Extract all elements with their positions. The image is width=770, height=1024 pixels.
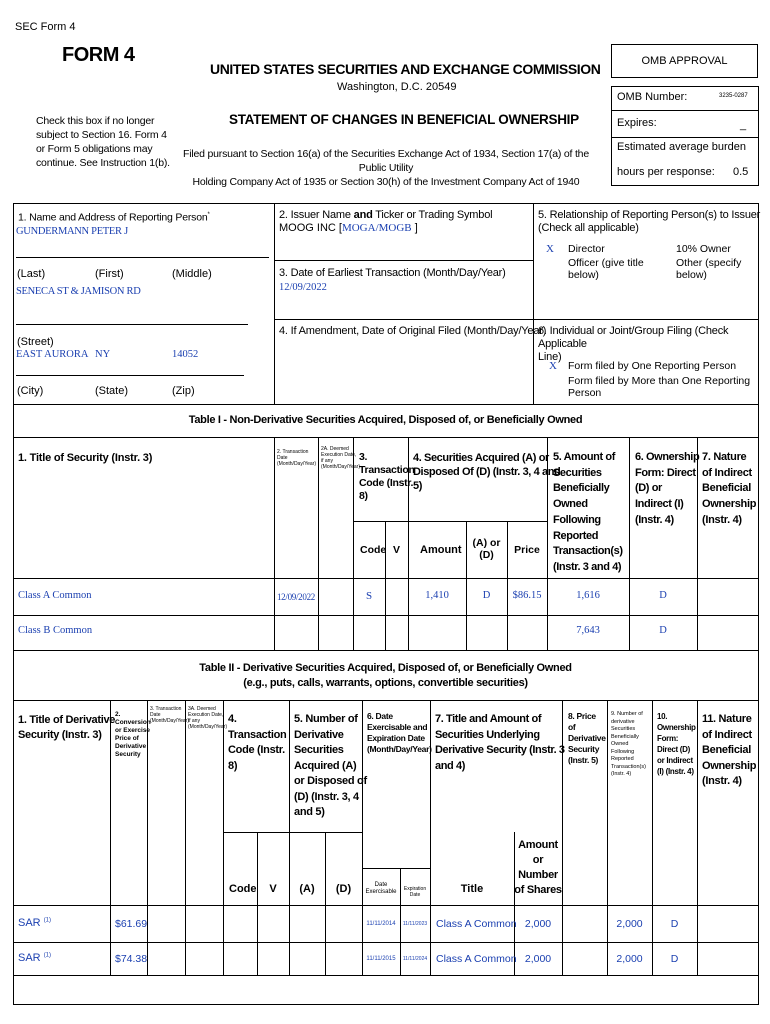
t2-row2-owned: 2,000 (616, 953, 643, 965)
t2-sub-amount: Amount or Number of Shares (514, 839, 562, 896)
issuer-label: 2. Issuer Name and Ticker or Trading Symbol (279, 209, 493, 221)
t2-row2-und-title: Class A Common (436, 953, 517, 965)
t2-h10: 10. Ownership Form: Direct (D) or Indirect (I) (Instr. 4) (657, 712, 696, 776)
omb-hours-label: hours per response: (617, 166, 715, 178)
state-label: (State) (95, 385, 129, 397)
t2-row1-form: D (670, 918, 679, 930)
t1-sub-v: V (393, 544, 401, 556)
t1-h2a: 2A. Deemed Execution Date, if any (Month/Day/Year) (321, 446, 360, 470)
statement-title: STATEMENT OF CHANGES IN BENEFICIAL OWNERSHIP (229, 112, 579, 127)
reporting-person-label: 1. Name and Address of Reporting Person* (18, 211, 210, 224)
t1-h6: 6. Ownership Form: Direct (D) or Indirect (I) (Instr. 4) (635, 451, 700, 526)
zip-value[interactable]: 14052 (172, 349, 199, 360)
t1-row1-aord: D (482, 590, 491, 601)
omb-hours-value: 0.5 (733, 166, 749, 178)
reporting-person-name[interactable]: GUNDERMANN PETER J (16, 226, 128, 237)
t2-row2-form: D (670, 953, 679, 965)
omb-number-value: 3235-0287 (719, 93, 748, 99)
last-label: (Last) (17, 268, 46, 280)
t1-row1-date: 12/09/2022 (276, 592, 315, 602)
ticker-link[interactable]: MOGA/MOGB (341, 222, 412, 234)
t1-row2-title[interactable]: Class B Common (18, 625, 93, 636)
director-checkbox[interactable]: X (546, 243, 554, 255)
form-title: FORM 4 (62, 44, 135, 66)
t1-row1-form: D (659, 590, 667, 601)
t2-h6: 6. Date Exercisable and Expiration Date (Month/Day/Year) (367, 711, 432, 754)
t1-sub-price: Price (514, 544, 540, 556)
omb-expires-label: Expires: (617, 117, 657, 129)
t2-h8: 8. Price of Derivative Security (Instr. 5) (568, 711, 606, 765)
t2-row1-exercisable: 11/11/2014 (366, 921, 396, 927)
one-person-label: Form filed by One Reporting Person (568, 360, 737, 372)
street-label: (Street) (17, 336, 54, 348)
omb-approval-title: OMB APPROVAL (641, 55, 728, 67)
t2-row1-price: $61.69 (115, 918, 148, 930)
t2-row1-title[interactable]: SAR $^{(1)}$ (18, 917, 52, 929)
t1-row1-amount: 1,410 (425, 590, 449, 601)
filed-pursuant-text: Filed pursuant to Section 16(a) of the Securities Exchange Act of 1934, Section 17(a) of the Public Utility Holding Company Act of 1935 or Section 30(h) of the Investment Company Act of 1940 (183, 148, 589, 188)
director-label: Director (568, 243, 605, 255)
agency-location: Washington, D.C. 20549 (337, 81, 457, 93)
state-value[interactable]: NY (95, 349, 111, 360)
relationship-label: 5. Relationship of Reporting Person(s) to Issuer (Check all applicable) (538, 209, 761, 234)
t2-row1-und-amount: 2,000 (524, 918, 552, 930)
amendment-label: 4. If Amendment, Date of Original Filed (Month/Day/Year) (279, 325, 547, 337)
t2-h1: 1. Title of Derivative Security (Instr. 3) (18, 714, 116, 741)
t2-row2-title[interactable]: SAR $^{(1)}$ (18, 952, 52, 964)
section16-check-text: Check this box if no longer subject to Section 16. Form 4 or Form 5 obligations may continue. See Instruction 1(b). (36, 115, 170, 169)
t2-h5: 5. Number of Derivative Securities Acquired (A) or Disposed of (D) (Instr. 3, 4 and 5) (294, 713, 367, 818)
table1-title: Table I - Non-Derivative Securities Acquired, Disposed of, or Beneficially Owned (188, 414, 583, 426)
t1-row2-form: D (659, 625, 667, 636)
t2-sub-a: (A) (299, 883, 315, 895)
t2-row1-und-title: Class A Common (436, 918, 517, 930)
t1-h2: 2. Transaction Date (Month/Day/Year) (277, 449, 316, 467)
sec-form-label: SEC Form 4 (15, 21, 76, 33)
omb-number-label: OMB Number: (617, 91, 688, 103)
t2-row2-price: $74.38 (115, 953, 148, 965)
omb-burden-label: Estimated average burden (617, 141, 747, 153)
issuer-value: MOOG INC [MOGA/MOGB ] (279, 222, 418, 234)
table2-title: Table II - Derivative Securities Acquired, Disposed of, or Beneficially Owned (e.g., puts, calls, warrants, options, convertible securities) (199, 662, 572, 689)
agency-name: UNITED STATES SECURITIES AND EXCHANGE COMMISSION (210, 61, 601, 77)
t1-sub-amount: Amount (420, 544, 462, 556)
t1-row1-owned: 1,616 (576, 590, 600, 601)
earliest-transaction-label: 3. Date of Earliest Transaction (Month/Day/Year) (279, 267, 506, 279)
filing-type-label: 6. Individual or Joint/Group Filing (Check Applicable Line) (538, 325, 729, 363)
t2-row2-expiration: 11/11/2024 (402, 956, 428, 962)
t2-sub-code: Code (229, 883, 257, 895)
t1-sub-code: Code (360, 544, 387, 556)
t1-h7: 7. Nature of Indirect Beneficial Ownership (Instr. 4) (702, 451, 757, 526)
earliest-transaction-date[interactable]: 12/09/2022 (279, 282, 327, 293)
middle-label: (Middle) (172, 268, 212, 280)
t2-sub-exercisable: Date Exercisable (365, 882, 397, 895)
t2-h3: 3. Transaction Date (Month/Day/Year) (150, 706, 189, 724)
t2-sub-title: Title (460, 883, 484, 895)
street-value[interactable]: SENECA ST & JAMISON RD (16, 286, 141, 297)
t1-h3: 3. Transaction Code (Instr. 8) (359, 451, 415, 502)
t2-sub-expiration: Expiration Date (403, 886, 427, 898)
other-label: Other (specify below) (676, 257, 742, 281)
t2-h2: 2. Conversion or Exercise Price of Derivative Security (115, 711, 151, 758)
t2-row1-owned: 2,000 (616, 918, 643, 930)
t1-h1: 1. Title of Security (Instr. 3) (18, 452, 153, 464)
officer-label: Officer (give title below) (568, 257, 644, 281)
one-person-checkbox[interactable]: X (549, 360, 557, 372)
first-label: (First) (95, 268, 124, 280)
t2-h11: 11. Nature of Indirect Beneficial Ownership (Instr. 4) (702, 713, 757, 787)
city-label: (City) (17, 385, 44, 397)
ten-percent-owner-label: 10% Owner (676, 243, 731, 255)
zip-label: (Zip) (172, 385, 195, 397)
t2-h4: 4. Transaction Code (Instr. 8) (228, 713, 287, 772)
t1-row1-title[interactable]: Class A Common (18, 590, 92, 601)
t2-h9: 9. Number of derivative Securities Beneficially Owned Following Reported Transaction(s) (Instr. 4) (611, 711, 646, 777)
t2-row2-und-amount: 2,000 (524, 953, 552, 965)
t2-row2-exercisable: 11/11/2015 (366, 956, 396, 962)
t1-row1-code: S (365, 590, 373, 602)
omb-expires-value: _ (740, 119, 747, 131)
t2-h3a: 3A. Deemed Execution Date, if any (Month/Day/Year) (188, 706, 227, 730)
multi-person-label: Form filed by More than One Reporting Person (568, 375, 751, 399)
t1-row2-owned: 7,643 (576, 625, 600, 636)
t1-row1-price: $86.15 (512, 590, 542, 601)
t2-h7: 7. Title and Amount of Securities Underlying Derivative Security (Instr. 3 and 4) (435, 713, 565, 772)
t2-sub-d: (D) (335, 883, 352, 895)
t1-h4: 4. Securities Acquired (A) or Disposed Of (D) (Instr. 3, 4 and 5) (413, 452, 561, 492)
omb-approval-box (611, 44, 758, 78)
t1-sub-aord: (A) or (D) (472, 537, 501, 561)
t2-sub-v: V (269, 883, 277, 895)
t2-row1-expiration: 11/11/2023 (402, 921, 428, 927)
city-value[interactable]: EAST AURORA (16, 349, 89, 360)
t1-h5: 5. Amount of Securities Beneficially Owned Following Reported Transaction(s) (Instr. 3 and 4) (553, 451, 623, 573)
